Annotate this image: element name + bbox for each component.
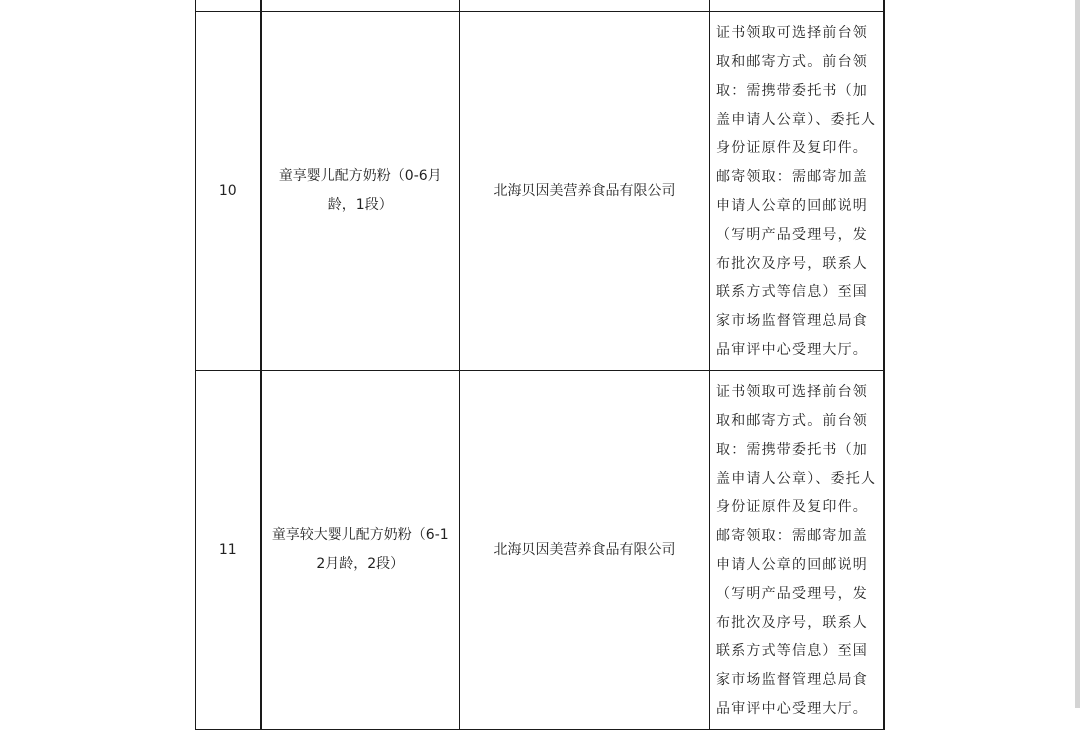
product-name: 童享婴儿配方奶粉（0-6月龄，1段） (278, 168, 442, 213)
remark-text: 证书领取可选择前台领取和邮寄方式。前台领取：需携带委托书（加盖申请人公章）、委托人身份证原件及复印件。邮寄领取：需邮寄加盖申请人公章的回邮说明（写明产品受理号，发布批次及序号，联系人联系方式等信息）至国家市场监督管理总局食品审评中心受理大厅。 (716, 384, 877, 717)
table-row (196, 12, 884, 371)
table-row (196, 371, 884, 730)
company-name-cell: 北海贝因美营养食品有限公司 (460, 371, 710, 730)
stub-cell (196, 0, 261, 12)
table-row-previous-stub (196, 0, 884, 12)
remark-text: 证书领取可选择前台领取和邮寄方式。前台领取：需携带委托书（加盖申请人公章）、委托人身份证原件及复印件。邮寄领取：需邮寄加盖申请人公章的回邮说明（写明产品受理号，发布批次及序号，联系人联系方式等信息）至国家市场监督管理总局食品审评中心受理大厅。 (716, 25, 877, 358)
remark-cell (710, 371, 884, 730)
stub-cell (710, 0, 884, 12)
row-index-cell: 11 (196, 371, 261, 730)
row-index-cell: 10 (196, 12, 261, 371)
stub-cell (460, 0, 710, 12)
stub-cell (261, 0, 460, 12)
remark-cell (710, 12, 884, 371)
company-name-cell: 北海贝因美营养食品有限公司 (460, 12, 710, 371)
product-name-cell (261, 371, 460, 730)
vertical-scrollbar[interactable] (1075, 0, 1080, 708)
scrollbar-thumb[interactable] (1075, 0, 1080, 708)
product-name: 童享较大婴儿配方奶粉（6-12月龄，2段） (271, 527, 449, 572)
product-name-cell (261, 12, 460, 371)
product-approval-table (195, 0, 885, 730)
